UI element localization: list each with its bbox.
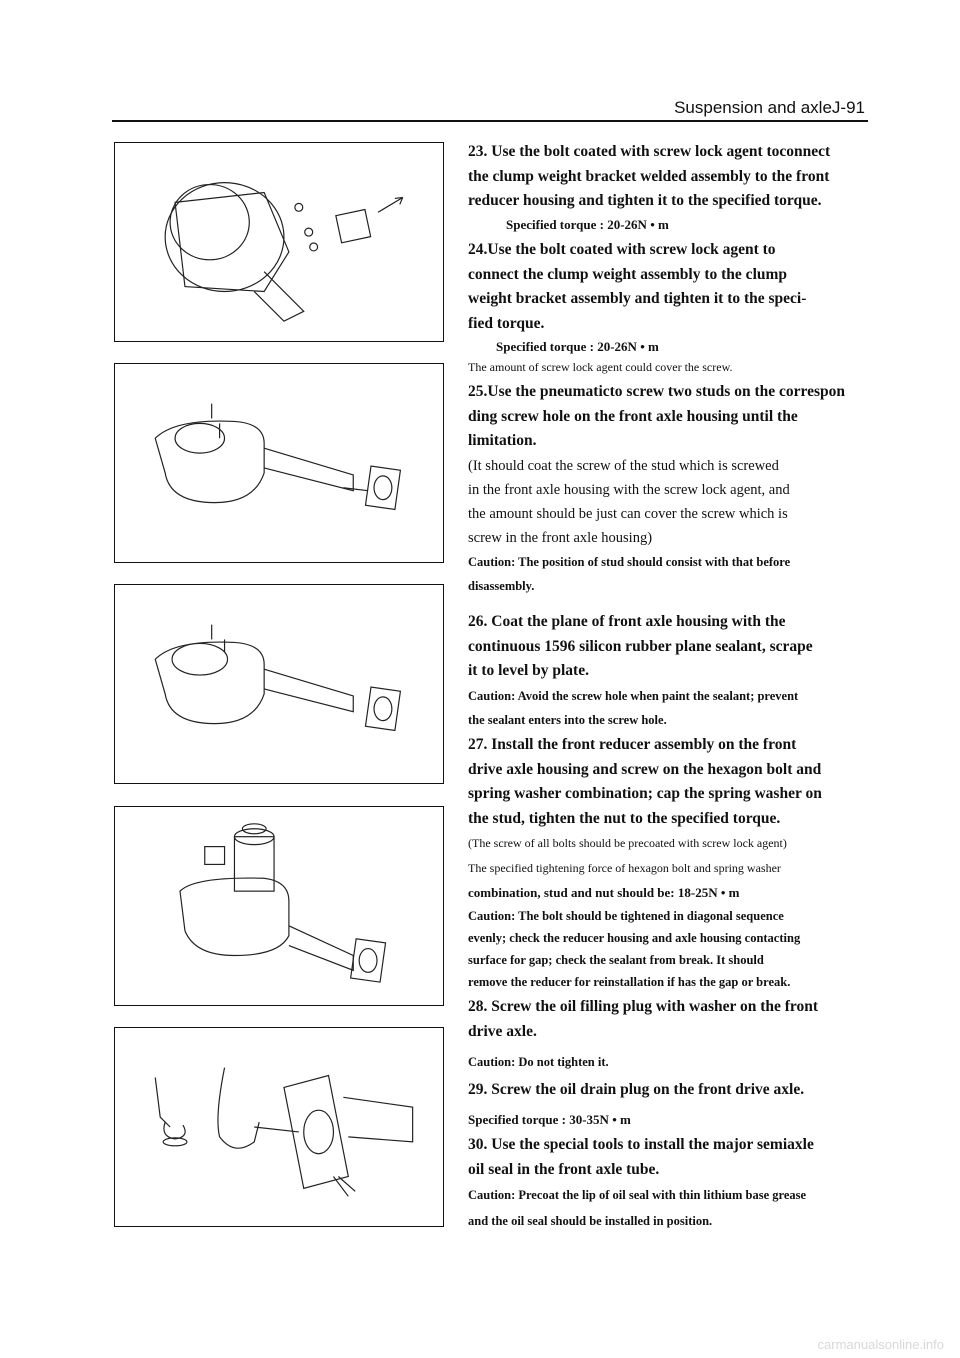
step-line: 26. Coat the plane of front axle housing with the [468,613,786,630]
step-line: spring washer combination; cap the spring washer on [468,785,822,802]
caution-line: the sealant enters into the screw hole. [468,712,667,727]
step-line: 30. Use the special tools to install the major semiaxle [468,1136,814,1153]
body-line: in the front axle housing with the screw lock agent, and [468,481,790,498]
figure-axle-housing-sealant [114,584,444,784]
step-line: 25.Use the pneumaticto screw two studs on the correspon [468,383,846,400]
caution-line: Caution: Do not tighten it. [468,1055,609,1069]
reducer-clump-weight-icon [115,143,443,341]
step-line: connect the clump weight assembly to the clump [468,265,788,283]
step-line: drive axle housing and screw on the hexagon bolt and [468,760,822,778]
step-line: continuous 1596 silicon rubber plane sealant, scrape [468,637,813,655]
torque-spec: Specified torque : 30-35N • m [468,1111,631,1127]
step-line: oil seal in the front axle tube. [468,1160,660,1178]
axle-housing-studs-icon [115,364,443,562]
step-28 [468,995,883,1074]
step-line: reducer housing and tighten it to the specified torque. [468,192,822,209]
axle-housing-sealant-icon [115,585,443,783]
oil-seal-install-icon [115,1028,443,1226]
caution-line: and the oil seal should be installed in position. [468,1214,713,1228]
step-line: drive axle. [468,1022,537,1040]
caution-line: disassembly. [468,578,535,593]
figure-axle-housing-studs [114,363,444,563]
step-29 [468,1078,883,1131]
caution-line: Caution: The bolt should be tightened in diagonal sequence [468,909,784,923]
torque-spec: combination, stud and nut should be: 18-25N • m [468,885,740,900]
watermark[interactable]: carmanualsonline.info [817,1337,944,1352]
step-line: 24.Use the bolt coated with screw lock agent to [468,241,776,258]
step-line: the stud, tighten the nut to the specified torque. [468,809,781,827]
step-line: limitation. [468,432,537,449]
step-line: 29. Screw the oil drain plug on the front drive axle. [468,1081,805,1098]
step-line: weight bracket assembly and tighten it to the speci- [468,290,807,307]
step-line: 23. Use the bolt coated with screw lock agent toconnect [468,143,831,160]
step-line: 27. Install the front reducer assembly on the front [468,736,797,753]
torque-spec: Specified torque : 20-26N • m [506,216,669,232]
step-note: (The screw of all bolts should be precoated with screw lock agent) [468,836,787,850]
step-25 [468,380,883,598]
step-30 [468,1133,883,1234]
torque-spec: Specified torque : 20-26N • m [496,339,659,354]
caution-line: evenly; check the reducer housing and axle housing contacting [468,931,801,945]
figure-reducer-clump-weight [114,142,444,342]
page-header: Suspension and axleJ-91 [674,98,865,117]
step-26 [468,610,883,732]
step-24 [468,238,883,376]
caution-line: surface for gap; check the sealant from break. It should [468,953,764,967]
step-line: it to level by plate. [468,662,589,679]
header-rule [112,120,868,122]
step-23 [468,140,883,236]
caution-line: remove the reducer for reinstallation if has the gap or break. [468,975,791,989]
figure-reducer-assembly [114,806,444,1006]
body-line: screw in the front axle housing) [468,529,653,546]
reducer-assembly-icon [115,807,443,1005]
figure-oil-seal-install [114,1027,444,1227]
step-line: the clump weight bracket welded assembly to the front [468,167,830,185]
step-line: ding screw hole on the front axle housing until the [468,407,798,425]
step-line: fied torque. [468,314,545,332]
step-line: 28. Screw the oil filling plug with washer on the front [468,998,819,1015]
body-line: (It should coat the screw of the stud which is screwed [468,457,779,474]
step-note: The amount of screw lock agent could cover the screw. [468,360,733,374]
caution-line: Caution: Precoat the lip of oil seal with thin lithium base grease [468,1188,807,1202]
step-27 [468,733,883,993]
step-note: The specified tightening force of hexagon bolt and spring washer [468,861,781,875]
body-line: the amount should be just can cover the screw which is [468,505,788,522]
caution-line: Caution: Avoid the screw hole when paint the sealant; prevent [468,688,799,703]
caution-line: Caution: The position of stud should consist with that before [468,554,791,569]
